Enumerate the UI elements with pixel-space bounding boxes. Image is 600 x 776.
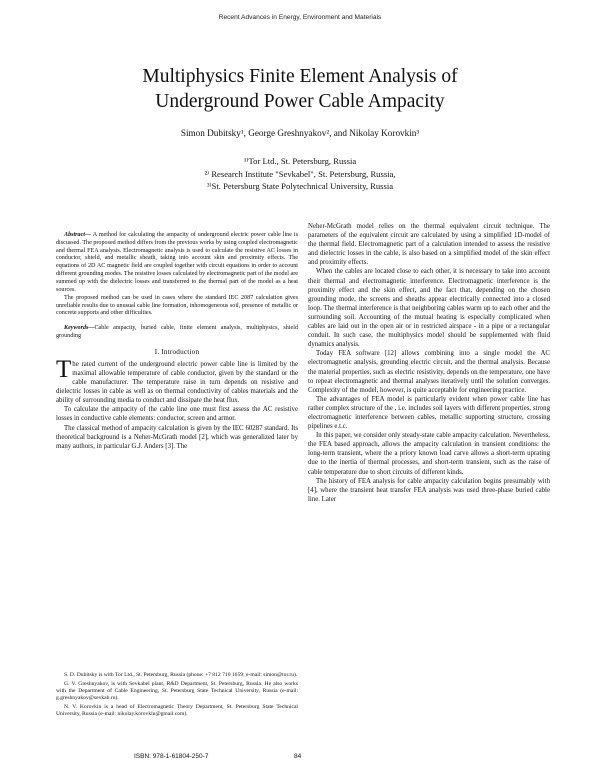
intro-paragraph-3: The classical method of ampacity calculation is given by the IEC 60287 standard. Its theoretical background is a Neher-McGrath model [2], which was generalized later by many authors, in particular G.J. Anders [3]. The bbox=[56, 424, 298, 450]
paper-title bbox=[50, 64, 550, 114]
affiliation-2: ²⁾ Research Institute "Sevkabel", St. Petersburg, Russia, bbox=[204, 168, 396, 179]
affiliation-3: ³⁾St. Petersburg State Polytechnical University, Russia bbox=[206, 181, 394, 192]
author-footnotes bbox=[56, 672, 298, 720]
right-paragraph-3: Today FEA software [12] allows combining into a single model the AC electromagnetic analysis, grounding electric circuit, and the thermal analysis. Because the material properties, such as electric resistivity, depends on the temperature, one have to repeat electromagnetic and thermal analyses iteratively until the solution converges. Complexity of the model, however, is quite acceptable for engineering practice. bbox=[308, 350, 550, 394]
footnote-2: G. V. Greshnyakov, is with Sevkabel plant, R&D Department, St. Petersburg, Russia. He also works with the Department of Cable Engineering, St. Petersburg State Technical University, Russia (e-mail: g.greshnyakov@sevkab.ru). bbox=[56, 680, 298, 702]
page-number: 84 bbox=[294, 753, 302, 760]
keywords bbox=[56, 325, 298, 341]
running-head: Recent Advances in Energy, Environment and Materials bbox=[218, 14, 382, 21]
intro-paragraph-1: he rated current of the underground electric power cable line is limited by the maximal allowable temperature of cable conductor, given by the standard or the cable manufacturer. The temperature raise in turn depends on resistive and dielectric losses in cable as well as on thermal conductivity of cables materials and the ability of surrounding media to conduct and dissipate the heat flux. bbox=[56, 360, 298, 405]
keywords-text: Cable ampacity, buried cable, finite element analysis, multiphysics, shield grounding bbox=[56, 325, 298, 340]
isbn: ISBN: 978-1-61804-250-7 bbox=[134, 753, 209, 760]
footnote-1: S. D. Dubitsky is with Tor Ltd., St. Petersburg, Russia (phone: +7 812 710 1659; e-mail: simon@tor.ru). bbox=[64, 672, 298, 678]
footnote-3: N. V. Korovkin is a head of Electromagnetic Theory Department, St. Petersburg State Technical University, Russia (e-mail: nikolay.korovkin@gmail.com). bbox=[56, 703, 298, 718]
intro-paragraph-2: To calculate the ampacity of the cable line one must first assess the AC resistive losses in conductive cable elements: conductor, screen and armor. bbox=[56, 406, 298, 423]
right-paragraph-2: When the cables are located close to each other, it is necessary to take into account their thermal and electromagnetic interference. Electromagnetic interference is the proximity effect and the skin effect, and the fact that, depending on the chosen grounding mode, the screens and sheaths appear electrically connected into a closed loop. The thermal interference is that neighboring cables warm up to each other and the surrounding soil. Accounting of the mutual heating is especially complicated when cables are laid out in the open air or in restricted airspace - in a pipe or a rectangular conduit. In such case, the multiphysics model should be supplemented with fluid dynamics analysis. bbox=[308, 268, 550, 349]
drop-cap: T bbox=[56, 355, 72, 383]
affiliation-1: ¹⁾Tor Ltd., St. Petersburg, Russia bbox=[243, 156, 357, 166]
keywords-lead: Keywords— bbox=[64, 325, 95, 332]
author-list: Simon Dubitsky¹, George Greshnyakov², and Nikolay Korovkin³ bbox=[180, 128, 420, 138]
abstract-paragraph-1: A method for calculating the ampacity of underground electric power cable line is discussed. The proposed method differs from the previous works by using coupled electromagnetic and thermal FEA analysis. Electromagnetic analysis is used to calculate the resistive AC losses in conductor, shield, and metallic sheath, taking into account skin and proximity effects. The equations of 2D AC magnetic field are coupled together with circuit equations in order to account different grounding modes. The resistive losses calculated by electromagnetic part of the model are summed up with the dielectric losses and transferred to the thermal part of the model as a heat sources. bbox=[56, 232, 298, 293]
affiliations bbox=[0, 155, 600, 193]
right-paragraph-4: The advantages of FEA model is particularly evident when power cable line has rather complex structure of the , i.e. includes soil layers with different properties, strong electromagnetic interference between cables, metallic supporting structure, crossing pipelines e.t.c. bbox=[308, 395, 550, 431]
right-column bbox=[308, 222, 550, 504]
right-paragraph-1: Neher-McGrath model relies on the thermal equivalent circuit technique. The parameters of the equivalent circuit are calculated by using a simplified 1D-model of the thermal field. Electromagnetic part of a calculation intended to assess the resistive and dielectric losses in the cable, is also based on a simplified model of the skin effect and proximity effects. bbox=[308, 223, 550, 267]
right-paragraph-6: The history of FEA analysis for cable ampacity calculation begins presumably with [4], where the transient heat transfer FEA analysis was used three-phase buried cable line. Later bbox=[308, 477, 550, 503]
abstract-paragraph-2: The proposed method can be used in cases where the standard IEC 2087 calculation gives unreliable results due to unusual cable line formation, inhomogeneous soil, presence of metallic or concrete supports and other difficulties. bbox=[56, 294, 298, 317]
left-column bbox=[56, 232, 298, 451]
abstract bbox=[56, 232, 298, 318]
section-heading-introduction: I. Introduction bbox=[154, 347, 200, 356]
right-paragraph-5: In this paper, we consider only steady-state cable ampacity calculation. Nevertheless, the FEA based approach, allows the ampacity calculation in transient conditions: the long-term transient, where the a priory known load carve allows a short-term uprating due to the inertia of thermal processes, and short-term transient, such as the raise of cable temperature due to short circuits of different kinds. bbox=[308, 432, 550, 476]
abstract-lead: Abstract— bbox=[64, 232, 92, 238]
title-line-2: Underground Power Cable Ampacity bbox=[155, 91, 445, 112]
introduction-left bbox=[56, 355, 298, 451]
title-line-1: Multiphysics Finite Element Analysis of bbox=[142, 66, 458, 87]
